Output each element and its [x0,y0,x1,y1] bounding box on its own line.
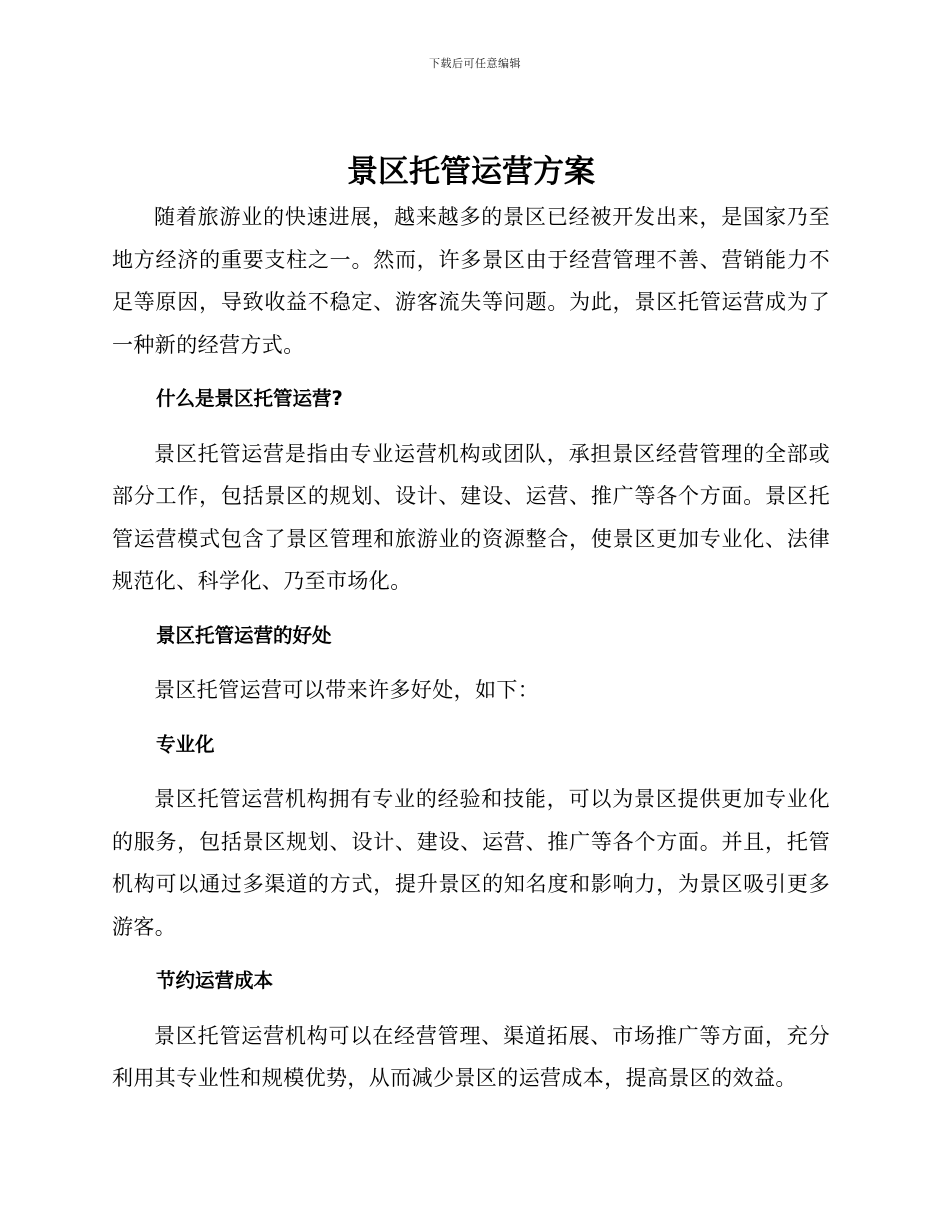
document-body [112,148,830,1100]
spacer [112,657,830,669]
spacer [112,366,830,378]
spacer [112,603,830,615]
section-heading-what-is: 什么是景区托管运营? [156,387,343,410]
intro-paragraph: 随着旅游业的快速进展，越来越多的景区已经被开发出来，是国家乃至地方经济的重要支柱之一。然而，许多景区由于经营管理不善、营销能力不足等原因，导致收益不稳定、游客流失等问题。为此，景区托管运营成为了一种新的经营方式。 [112,205,830,357]
spacer [112,1003,830,1015]
spacer [112,712,830,724]
spacer [112,766,830,778]
section-heading-cost-saving: 节约运营成本 [156,969,274,992]
spacer [112,948,830,960]
section-body-specialization: 景区托管运营机构拥有专业的经验和技能，可以为景区提供更加专业化的服务，包括景区规划、设计、建设、运营、推广等各个方面。并且，托管机构可以通过多渠道的方式，提升景区的知名度和影响力，为景区吸引更多游客。 [112,787,830,939]
section-body-what-is: 景区托管运营是指由专业运营机构或团队，承担景区经营管理的全部或部分工作，包括景区的规划、设计、建设、运营、推广等各个方面。景区托管运营模式包含了景区管理和旅游业的资源整合，使景区更加专业化、法律规范化、科学化、乃至市场化。 [112,441,830,593]
section-body-benefits: 景区托管运营可以带来许多好处，如下： [154,678,540,702]
section-heading-benefits: 景区托管运营的好处 [156,623,332,647]
section-heading-specialization: 专业化 [156,732,215,756]
spacer [112,421,830,433]
section-body-cost-saving: 景区托管运营机构可以在经营管理、渠道拓展、市场推广等方面，充分利用其专业性和规模优势，从而减少景区的运营成本，提高景区的效益。 [112,1023,830,1090]
document-title: 景区托管运营方案 [347,154,595,190]
header-note: 下载后可任意编辑 [429,57,521,70]
